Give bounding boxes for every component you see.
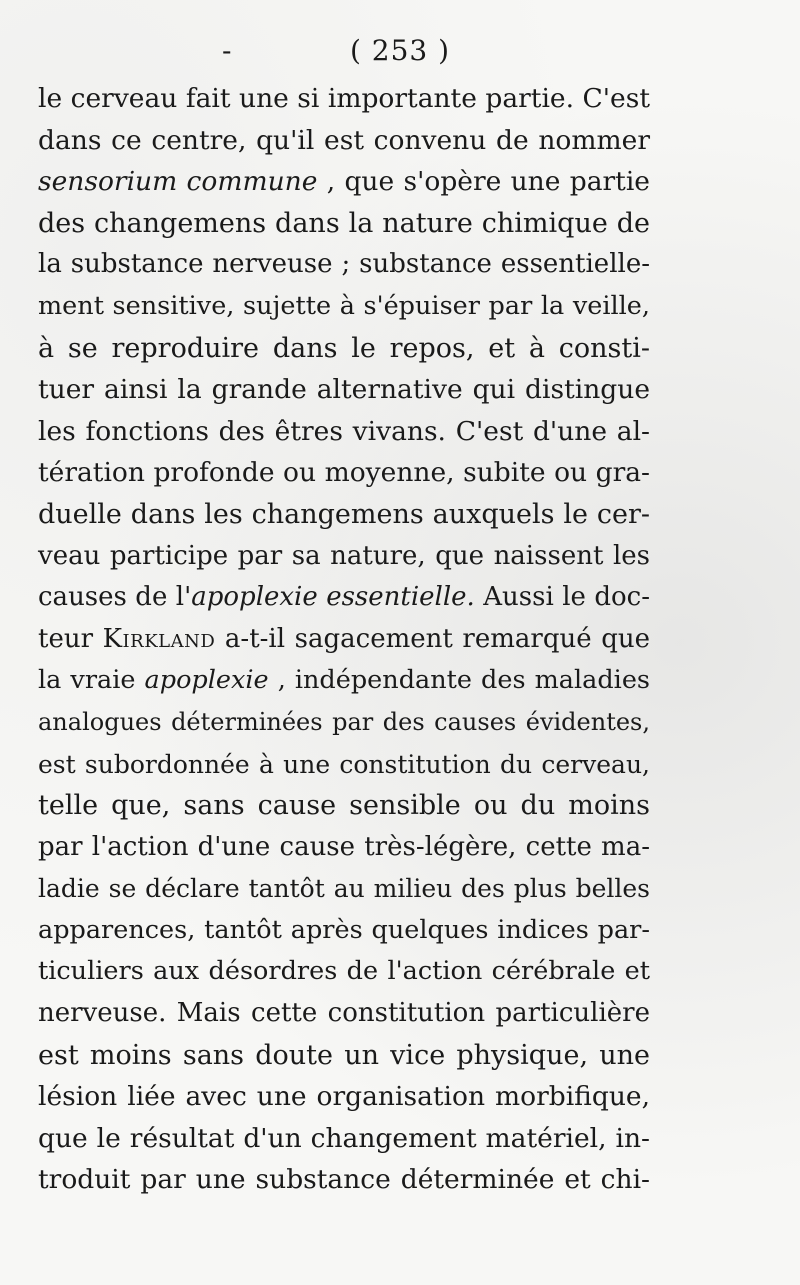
text-line <box>38 785 650 827</box>
text-segment: le cerveau fait une si importante partie. C'est <box>38 83 650 114</box>
text-segment: est subordonnée à une constitution du cerveau, <box>38 749 650 779</box>
italic-text: apoplexie essentielle. <box>191 582 475 613</box>
italic-text: apoplexie <box>144 665 269 696</box>
text-line <box>38 1118 650 1160</box>
text-segment: Aussi le doc- <box>474 582 650 613</box>
text-line <box>38 411 650 453</box>
text-segment: tuer ainsi la grande alternative qui distingue <box>38 374 650 406</box>
text-segment: veau participe par sa nature, que naissent les <box>38 540 650 571</box>
text-segment: à se reproduire dans le repos, et à consti- <box>38 332 650 364</box>
text-line <box>38 78 650 120</box>
text-line <box>38 452 650 494</box>
page-number: ( 253 ) <box>349 34 451 67</box>
header-dash: - <box>222 34 233 67</box>
text-segment: nerveuse. Mais cette constitution particulière <box>38 998 650 1029</box>
text-segment: troduit par une substance déterminée et chi- <box>38 1164 650 1196</box>
text-line <box>38 536 650 578</box>
text-segment: duelle dans les changemens auxquels le cer- <box>38 498 650 530</box>
text-segment: , que s'opère une partie <box>317 166 650 198</box>
text-line <box>38 328 650 370</box>
text-line <box>38 1035 650 1077</box>
text-segment: a-t-il sagacement remarqué que <box>215 623 650 654</box>
text-line <box>38 369 650 411</box>
text-segment: ment sensitive, sujette à s'épuiser par la veille, <box>38 290 650 321</box>
text-segment: teur <box>38 623 103 654</box>
small-caps-text: Kirkland <box>102 623 216 654</box>
text-segment: est moins sans doute un vice physique, une <box>38 1039 650 1071</box>
text-segment: ticuliers aux désordres de l'action cérébrale et <box>38 956 650 987</box>
text-segment: que le résultat d'un changement matériel, in- <box>38 1122 650 1154</box>
text-line <box>38 702 650 744</box>
text-line <box>38 577 650 619</box>
text-line <box>38 203 650 245</box>
text-segment: des changemens dans la nature chimique de <box>38 207 650 239</box>
text-line <box>38 286 650 328</box>
text-segment: apparences, tantôt après quelques indices par- <box>38 914 650 945</box>
text-segment: , indépendante des maladies <box>268 665 651 696</box>
text-segment: les fonctions des êtres vivans. C'est d'une al- <box>38 415 650 447</box>
text-segment: lésion liée avec une organisation morbifique, <box>38 1081 650 1113</box>
text-line <box>38 619 650 661</box>
text-segment: tération profonde ou moyenne, subite ou gra- <box>38 457 650 489</box>
text-line <box>38 1159 650 1201</box>
text-line <box>38 827 650 869</box>
text-segment: dans ce centre, qu'il est convenu de nommer <box>38 124 650 156</box>
page-header <box>0 34 800 67</box>
text-line <box>38 161 650 203</box>
text-segment: telle que, sans cause sensible ou du moins <box>38 790 650 822</box>
text-line <box>38 993 650 1035</box>
text-line <box>38 660 650 702</box>
text-segment: causes de l' <box>38 582 192 613</box>
text-line <box>38 951 650 993</box>
text-line <box>38 120 650 162</box>
text-line <box>38 744 650 786</box>
text-segment: ladie se déclare tantôt au milieu des plus belles <box>38 874 650 904</box>
text-line <box>38 910 650 952</box>
text-segment: la vraie <box>38 665 145 696</box>
text-line <box>38 868 650 910</box>
text-line <box>38 244 650 286</box>
text-segment: la substance nerveuse ; substance essentielle- <box>38 249 650 280</box>
text-segment: par l'action d'une cause très-légère, cette ma- <box>38 831 650 862</box>
text-line <box>38 494 650 536</box>
text-segment: analogues déterminées par des causes évidentes, <box>38 707 650 736</box>
italic-text: sensorium commune <box>38 166 318 198</box>
body-text <box>38 78 650 1201</box>
text-line <box>38 1076 650 1118</box>
